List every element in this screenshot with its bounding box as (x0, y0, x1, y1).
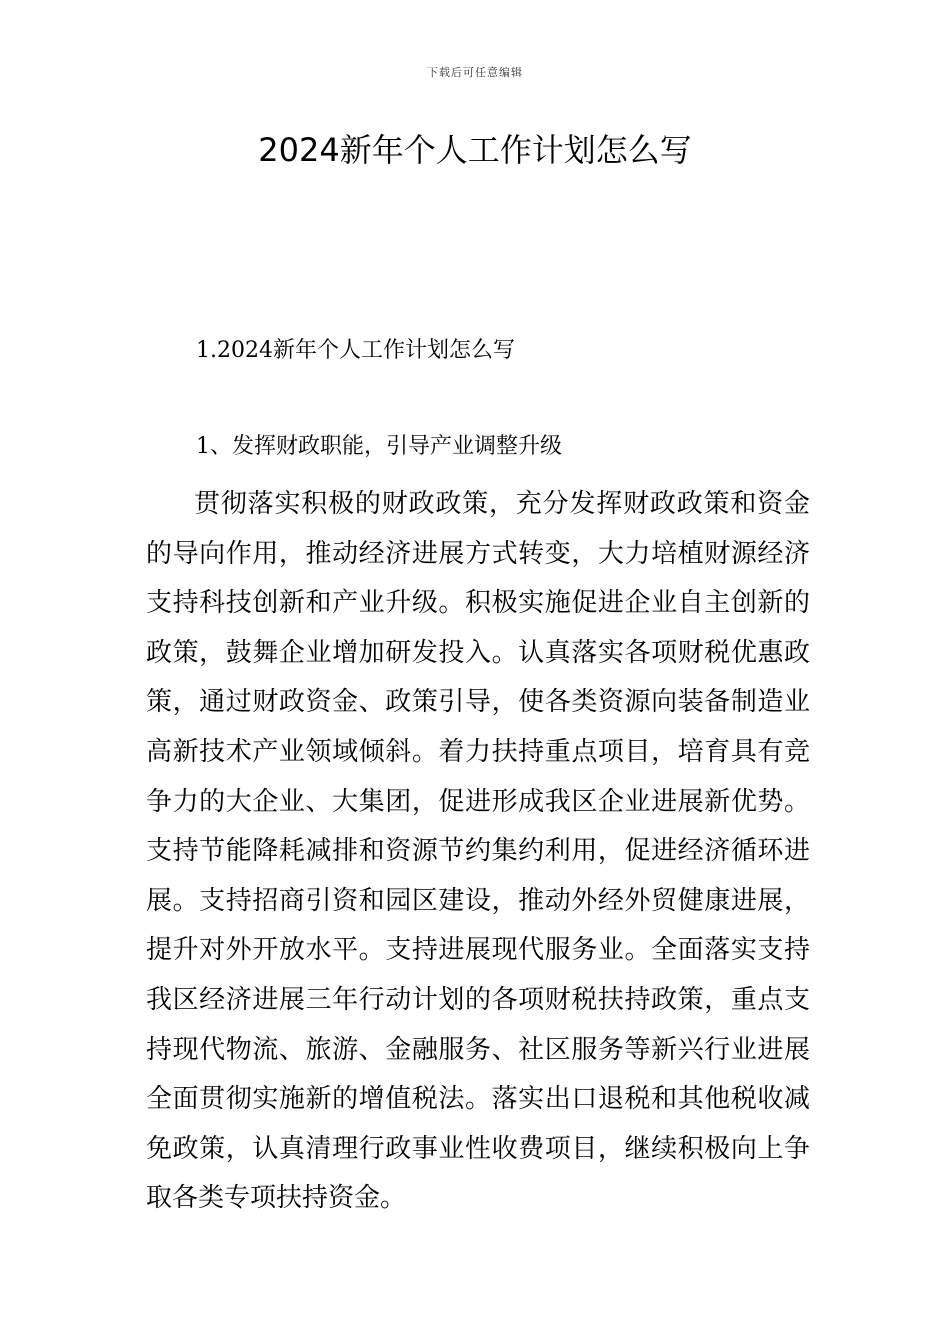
body-paragraph: 贯彻落实积极的财政政策，充分发挥财政政策和资金的导向作用，推动经济进展方式转变，大力培植财源经济支持科技创新和产业升级。积极实施促进企业自主创新的政策，鼓舞企业增加研发投入。认真落实各项财税优惠政策，通过财政资金、政策引导，使各类资源向装备制造业高新技术产业领域倾斜。着力扶持重点项目，培育具有竞争力的大企业、大集团，促进形成我区企业进展新优势。支持节能降耗减排和资源节约集约利用，促进经济循环进展。支持招商引资和园区建设，推动外经外贸健康进展，提升对外开放水平。支持进展现代服务业。全面落实支持我区经济进展三年行动计划的各项财税扶持政策，重点支持现代物流、旅游、金融服务、社区服务等新兴行业进展全面贯彻实施新的增值税法。落实出口退税和其他税收减免政策，认真清理行政事业性收费项目，继续积极向上争取各类专项扶持资金。 (146, 489, 810, 1214)
page-header-note: 下载后可任意编辑 (427, 66, 523, 79)
section-heading: 1.2024新年个人工作计划怎么写 (196, 338, 515, 363)
document-title: 2024新年个人工作计划怎么写 (258, 131, 692, 169)
subheading: 1、发挥财政职能，引导产业调整升级 (196, 434, 562, 459)
